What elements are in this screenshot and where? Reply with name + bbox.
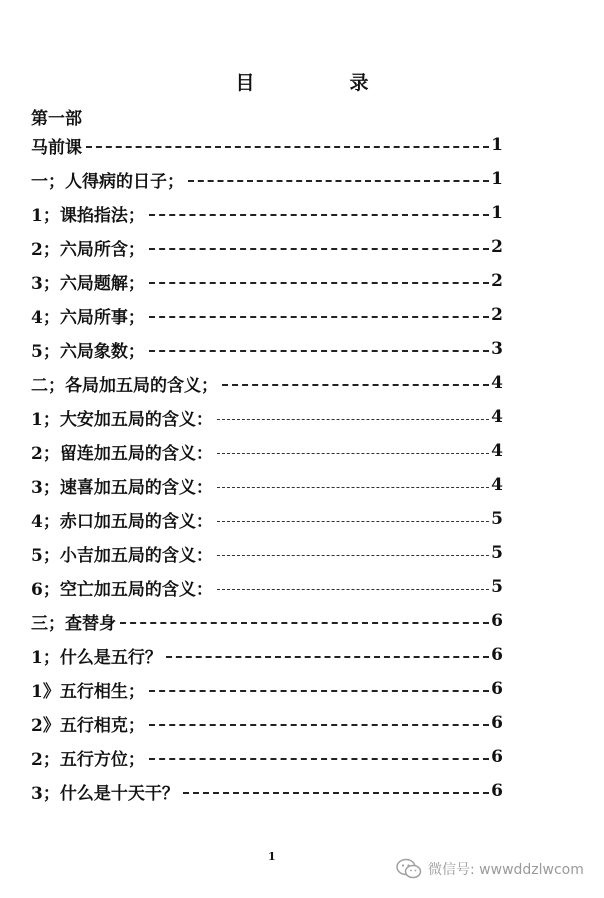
toc-entry-page: 6 [491, 713, 503, 733]
toc-leader-dots [149, 282, 489, 284]
toc-entry [31, 604, 503, 638]
toc-leader-dots [120, 622, 489, 624]
page-title: 目 录 [235, 72, 407, 94]
toc-entry-page: 6 [491, 611, 503, 631]
toc-leader-dots [166, 656, 489, 658]
toc-leader-dots [86, 146, 489, 148]
toc-entry-page: 6 [491, 645, 503, 665]
toc-entry-page: 5 [491, 543, 503, 563]
toc-entry-label: 4；赤口加五局的含义： [31, 511, 213, 532]
toc-entry-label: 4；六局所事； [31, 307, 145, 328]
toc-entry-label: 1；什么是五行？ [31, 647, 162, 668]
toc-leader-dots [217, 419, 489, 420]
toc-leader-dots [183, 792, 489, 794]
toc-entry-label: 一；人得病的日子； [31, 171, 184, 192]
toc-leader-dots [149, 214, 489, 216]
toc-entry-page: 5 [491, 577, 503, 597]
toc-entry-label: 1；大安加五局的含义： [31, 409, 213, 430]
toc-entry-label: 3；速喜加五局的含义： [31, 477, 213, 498]
toc-leader-dots [149, 350, 489, 352]
toc-entry [31, 672, 503, 706]
toc-entry-label: 马前课 [31, 137, 82, 158]
toc-entry-page: 2 [491, 305, 503, 325]
toc-entry-page: 6 [491, 747, 503, 767]
toc-entry-page: 6 [491, 679, 503, 699]
toc-entry [31, 468, 503, 502]
toc-entry-page: 5 [491, 509, 503, 529]
toc-entry-page: 6 [491, 781, 503, 801]
toc-entry [31, 196, 503, 230]
toc-entry-label: 3；什么是十天干？ [31, 783, 179, 804]
toc-leader-dots [217, 453, 489, 454]
toc-entry [31, 502, 503, 536]
part-heading: 第一部 [31, 109, 82, 129]
toc-leader-dots [188, 180, 489, 182]
toc-entry-label: 6；空亡加五局的含义： [31, 579, 213, 600]
toc-entry [31, 536, 503, 570]
toc-leader-dots [222, 384, 489, 386]
toc-entry-page: 3 [491, 339, 503, 359]
toc-entry-label: 5；六局象数； [31, 341, 145, 362]
toc-entry-label: 三；查替身 [31, 613, 116, 634]
toc-entry-label: 3；六局题解； [31, 273, 145, 294]
footer-page-number: 1 [268, 850, 276, 863]
toc-entry-label: 2；五行方位； [31, 749, 145, 770]
toc-entry [31, 706, 503, 740]
toc-entry [31, 638, 503, 672]
toc-leader-dots [217, 487, 489, 488]
toc-entry [31, 162, 503, 196]
toc-entry-label: 5；小吉加五局的含义： [31, 545, 213, 566]
toc-entry-label: 2；六局所含； [31, 239, 145, 260]
toc-entry-page: 1 [491, 135, 503, 155]
watermark-text: 微信号: wwwddzlwcom [428, 862, 584, 878]
toc-entry-page: 1 [491, 203, 503, 223]
toc-entry-label: 1》五行相生； [31, 681, 145, 702]
toc-entry [31, 366, 503, 400]
toc-entry [31, 570, 503, 604]
toc-entry [31, 434, 503, 468]
wechat-icon [396, 858, 422, 880]
watermark [396, 858, 584, 880]
toc-entry-label: 2》五行相克； [31, 715, 145, 736]
toc-entry [31, 740, 503, 774]
toc-entry-page: 4 [491, 373, 503, 393]
toc-leader-dots [149, 690, 489, 692]
toc-entry-label: 2；留连加五局的含义： [31, 443, 213, 464]
toc-leader-dots [149, 724, 489, 726]
toc-entry [31, 230, 503, 264]
table-of-contents [31, 128, 503, 808]
toc-entry [31, 264, 503, 298]
toc-leader-dots [149, 758, 489, 760]
toc-entry-page: 4 [491, 407, 503, 427]
toc-entry [31, 332, 503, 366]
toc-entry-page: 2 [491, 237, 503, 257]
toc-leader-dots [149, 248, 489, 250]
toc-entry-page: 1 [491, 169, 503, 189]
toc-entry-page: 4 [491, 475, 503, 495]
toc-leader-dots [217, 589, 489, 590]
toc-entry-page: 4 [491, 441, 503, 461]
toc-entry [31, 298, 503, 332]
toc-entry-page: 2 [491, 271, 503, 291]
toc-leader-dots [217, 521, 489, 522]
toc-entry-label: 1；课掐指法； [31, 205, 145, 226]
toc-leader-dots [217, 555, 489, 556]
toc-entry [31, 774, 503, 808]
toc-entry [31, 400, 503, 434]
toc-entry-label: 二；各局加五局的含义； [31, 375, 218, 396]
toc-entry [31, 128, 503, 162]
toc-leader-dots [149, 316, 489, 318]
